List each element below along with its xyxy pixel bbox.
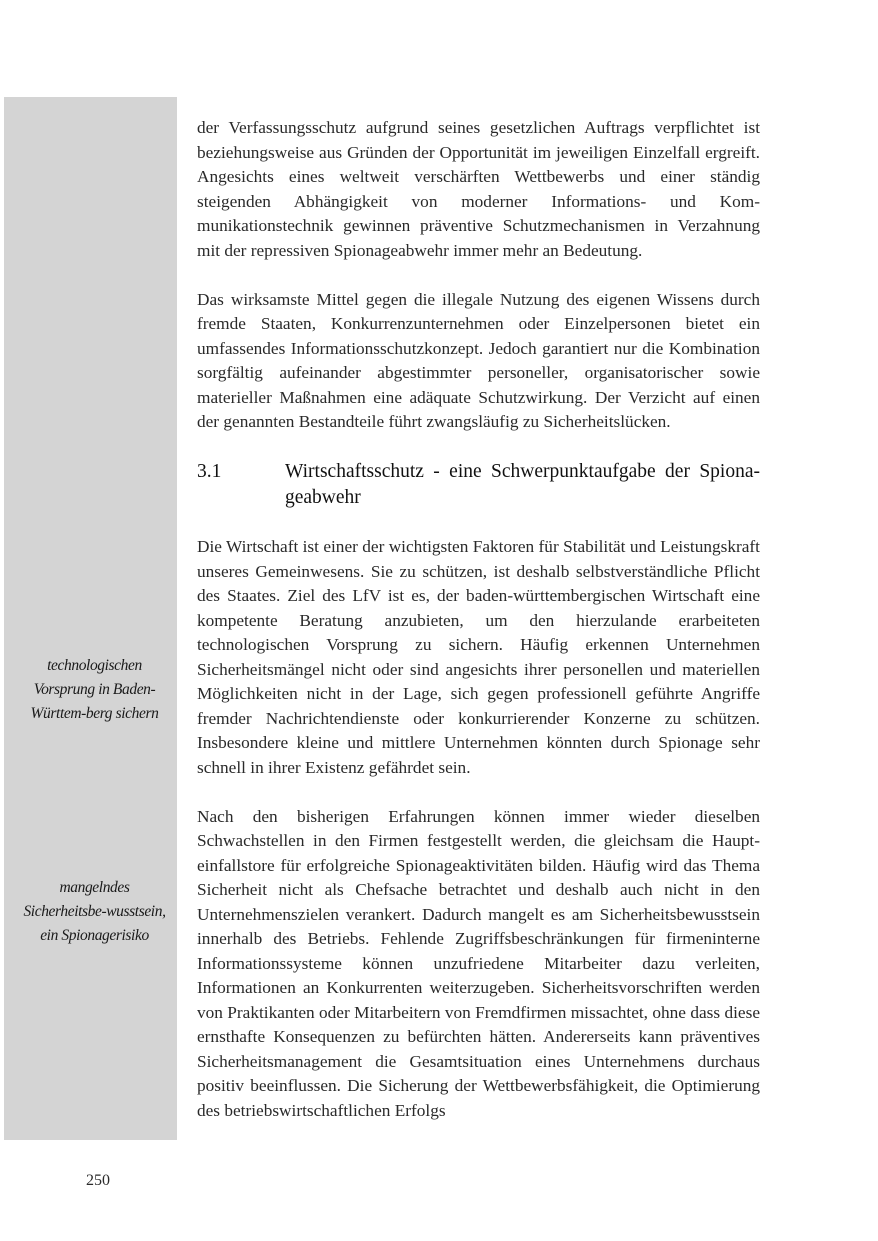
page-number: 250	[86, 1172, 110, 1189]
section-title: Wirtschaftsschutz - eine Schwerpunktaufgabe der Spionageabwehr	[285, 461, 760, 508]
main-text	[197, 116, 760, 1148]
paragraph: Das wirksamste Mittel gegen die illegale Nutzung des eigenen Wissens durch fremde Staaten, Konkurrenzunternehmen oder Einzelpersonen bietet ein umfassendes Informationsschutzkonzept. Jedoch garantiert nur die Kombination sorgfältig aufeinander abgestimmter personeller, organisatorischer sowie materieller Maßnahmen eine adäquate Schutzwirkung. Der Verzicht auf einen der genannten Bestandteile führt zwangsläufig zu Sicherheitslücken.	[197, 289, 760, 431]
section-number: 3.1	[197, 461, 222, 482]
section-heading	[197, 459, 760, 511]
margin-sidebar	[4, 97, 177, 1140]
margin-note-awareness: mangelndes Sicherheitsbe-wusstsein, ein Spionagerisiko	[23, 879, 166, 944]
margin-note-technology: technologischen Vorsprung in Baden-Württem-berg sichern	[30, 657, 159, 722]
paragraph: der Verfassungsschutz aufgrund seines gesetzlichen Auftrags verpflichtet ist beziehungsweise aus Gründen der Opportunität im jeweiligen Einzelfall ergreift. Angesichts eines weltweit verschärften Wettbewerbs und einer ständig steigenden Abhängigkeit von moderner Informations- und Kommunikationstechnik gewinnen präventive Schutzmechanismen in Verzahnung mit der repressiven Spionageabwehr immer mehr an Bedeutung.	[197, 118, 760, 260]
paragraph: Die Wirtschaft ist einer der wichtigsten Faktoren für Stabilität und Leistungskraft unseres Gemeinwesens. Sie zu schützen, ist deshalb selbstverständliche Pflicht des Staates. Ziel des LfV ist es, der baden-württembergischen Wirtschaft eine kompetente Beratung anzubieten, um den hierzulande erarbeiteten technologischen Vorsprung zu sichern. Häufig erkennen Unternehmen Sicherheitsmängel nicht oder sind angesichts ihrer personellen und materiellen Möglichkeiten nicht in der Lage, sich gegen professionell geführte Angriffe fremder Nachrichtendienste oder konkurrierender Konzerne zu schützen. Insbesondere kleine und mittlere Unternehmen könnten durch Spionage sehr schnell in ihrer Existenz gefährdet sein.	[197, 537, 760, 777]
paragraph: Nach den bisherigen Erfahrungen können immer wieder dieselben Schwachstellen in den Firmen festgestellt werden, die gleichsam die Haupteinfallstore für erfolgreiche Spionageaktivitäten bilden. Häufig wird das Thema Sicherheit nicht als Chefsache betrachtet und deshalb auch nicht in den Unternehmenszielen verankert. Dadurch mangelt es am Sicherheitsbewusstsein innerhalb des Betriebs. Fehlende Zugriffsbeschränkungen für firmeninterne Informationssysteme können unzufriedene Mitarbeiter dazu verleiten, Informationen an Konkurrenten weiterzugeben. Sicherheitsvorschriften werden von Praktikanten oder Mitarbeitern von Fremdfirmen missachtet, ohne dass diese ernsthafte Konsequenzen zu befürchten hätten. Andererseits kann präventives Sicherheitsmanagement die Gesamtsituation eines Unternehmens durchaus positiv beeinflussen. Die Sicherung der Wettbewerbsfähigkeit, die Optimierung des betriebswirtschaftlichen Erfolgs	[197, 806, 760, 1120]
